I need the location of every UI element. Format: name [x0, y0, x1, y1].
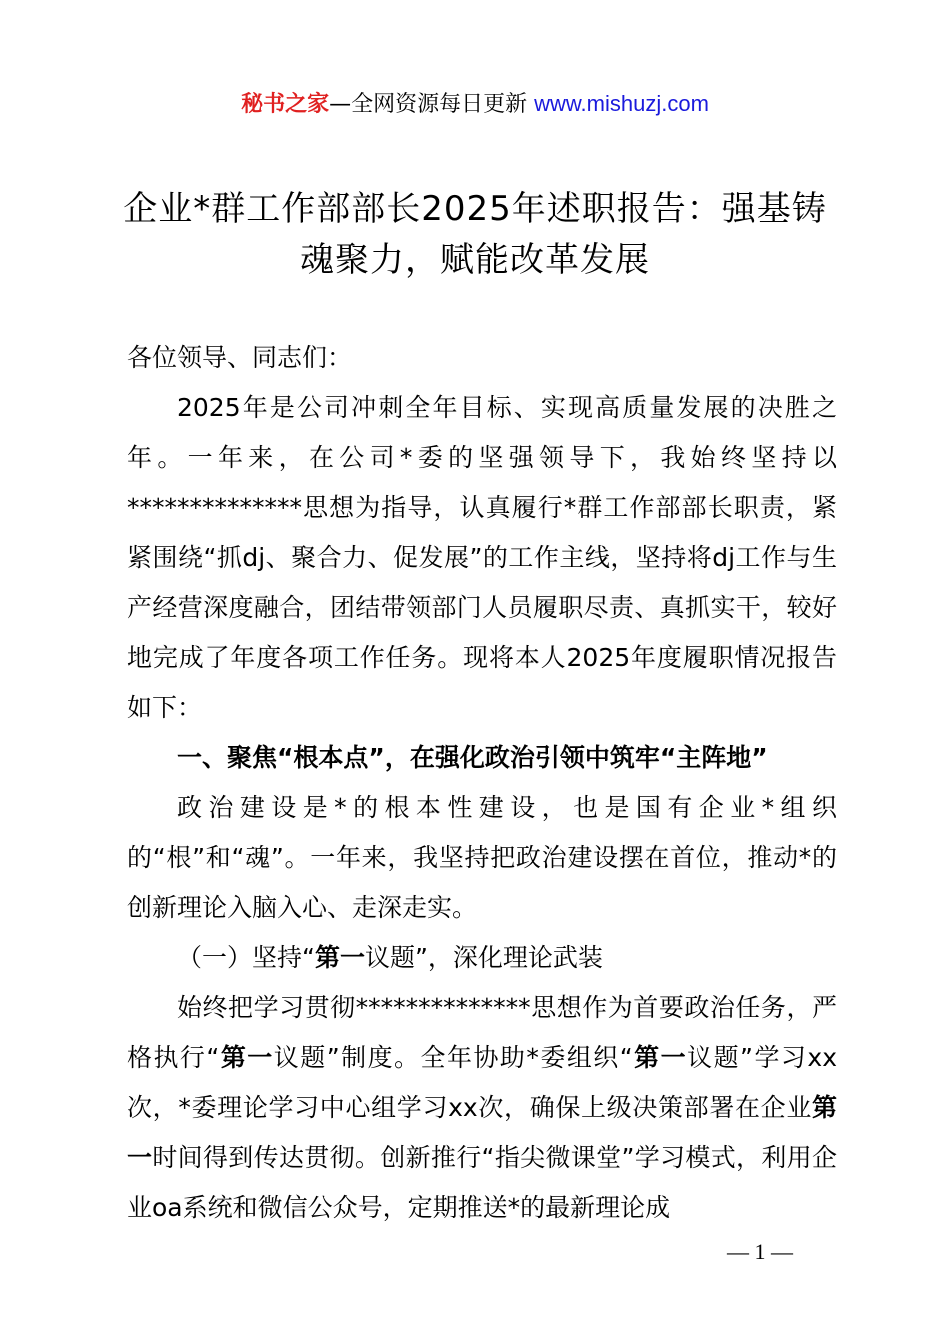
study-text-4: 时间得到传达贯彻。创新推行“指尖微课堂”学习模式，利用企业oa系统和微信公众号，定期推送*的最新理论成 [127, 1143, 837, 1222]
document-body [127, 333, 837, 1233]
page-number: — 1 — [727, 1239, 793, 1264]
salutation: 各位领导、同志们： [127, 343, 353, 372]
study-text-1: 始终把学习贯彻**************思想作为首要政治任务，严格执行“ [127, 993, 837, 1072]
site-brand: 秘书之家 [241, 92, 330, 117]
site-header [0, 88, 950, 121]
paragraph-study [127, 983, 837, 1233]
paragraph-political: 政治建设是*的根本性建设，也是国有企业*组织的“根”和“魂”。一年来，我坚持把政治建设摆在首位，推动*的创新理论入脑入心、走深走实。 [127, 793, 837, 922]
section-heading-1: 一、聚焦“根本点”，在强化政治引领中筑牢“主阵地” [177, 743, 768, 772]
study-bold-2: 第一 [632, 1043, 688, 1072]
study-text-2: 议题”制度。全年协助*委组织“ [273, 1043, 633, 1072]
document-title: 企业*群工作部部长2025年述职报告：强基铸魂聚力，赋能改革发展 [123, 189, 827, 280]
site-tagline: —全网资源每日更新 [329, 92, 535, 117]
subheading-suffix: 议题”，深化理论武装 [364, 943, 603, 972]
paragraph-intro: 2025年是公司冲刺全年目标、实现高质量发展的决胜之年。一年来，在公司*委的坚强领导下，我始终坚持以**************思想为指导，认真履行*群工作部部长职责，紧紧围绕“抓dj、聚合力、促发展”的工作主线，坚持将dj工作与生产经营深度融合，团结带领部门人员履职尽责、真抓实干，较好地完成了年度各项工作任务。现将本人2025年度履职情况报告如下： [127, 393, 837, 722]
study-bold-3: 第一 [127, 1093, 837, 1172]
site-url[interactable]: www.mishuzj.com [534, 91, 709, 116]
study-text-3: 议题”学习xx次，*委理论学习中心组学习xx次，确保上级决策部署在企业 [127, 1043, 837, 1122]
subheading-prefix: （一）坚持“ [177, 943, 315, 972]
study-bold-1: 第一 [219, 1043, 274, 1072]
subsection-heading-1 [127, 933, 837, 983]
subheading-bold: 第一 [314, 943, 365, 972]
